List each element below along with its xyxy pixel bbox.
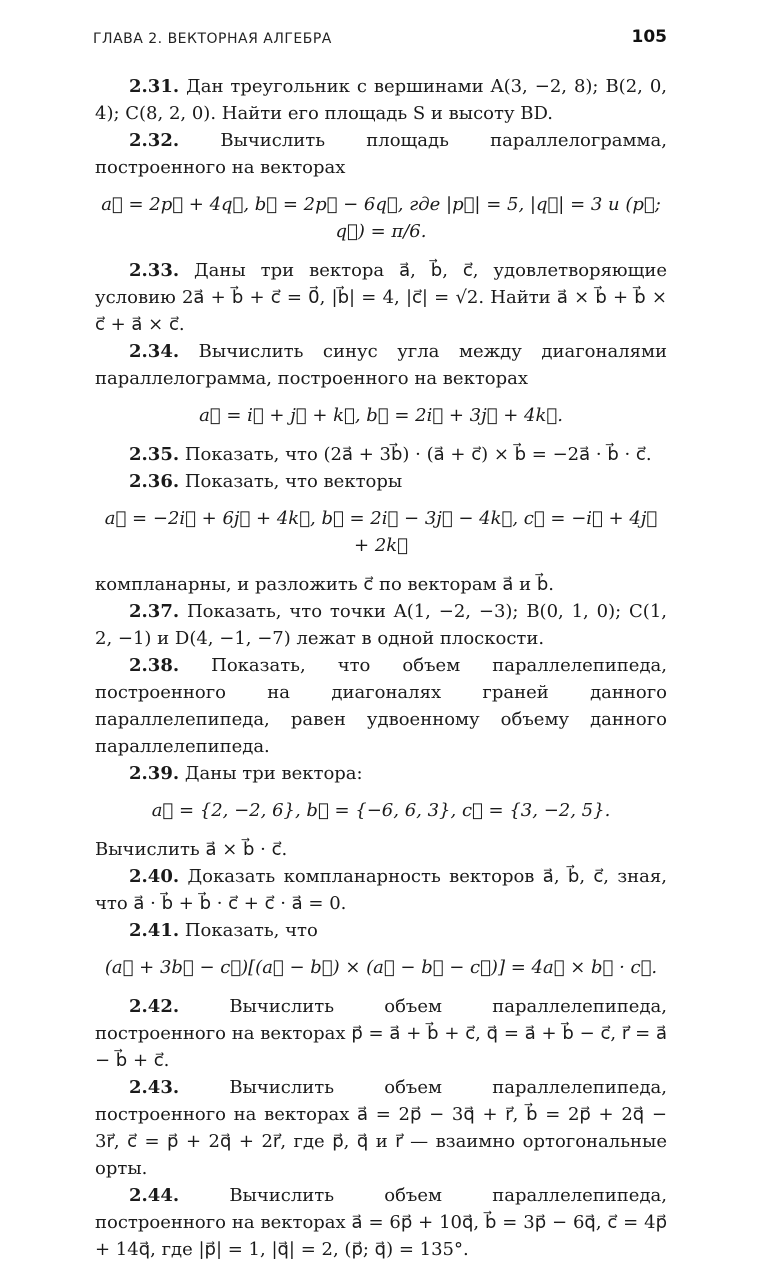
problem-text: Показать, что векторы xyxy=(184,471,403,492)
problem-number: 2.44. xyxy=(129,1185,180,1206)
problem-formula: (a⃗ + 3b⃗ − c⃗)[(a⃗ − b⃗) × (a⃗ − b⃗ − c⃗)] = 4a⃗ × b⃗ · c⃗. xyxy=(104,957,658,978)
problem-number: 2.36. xyxy=(129,471,180,492)
problem-number: 2.37. xyxy=(129,601,180,622)
problem-number: 2.42. xyxy=(129,996,180,1017)
problem-2-44 xyxy=(95,1182,667,1263)
problem-text: Доказать компланарность векторов a⃗, b⃗, c⃗, зная, что a⃗ · b⃗ + b⃗ · c⃗ + c⃗ · a⃗ = 0. xyxy=(95,866,667,914)
problem-text: Даны три вектора: xyxy=(184,763,363,784)
problem-text: Даны три вектора a⃗, b⃗, c⃗, удовлетворяющие условию 2a⃗ + b⃗ + c⃗ = 0⃗, |b⃗| = 4, |c⃗| = √2. Найти a⃗ × b⃗ + b⃗ × c⃗ + a⃗ × c⃗. xyxy=(95,260,667,335)
page-number: 105 xyxy=(631,27,667,47)
problem-2-34 xyxy=(95,338,667,392)
problem-2-35 xyxy=(95,441,667,468)
problem-tail: компланарны, и разложить c⃗ по векторам a⃗ и b⃗. xyxy=(95,574,554,595)
problem-2-32 xyxy=(95,127,667,181)
problem-2-41 xyxy=(95,917,667,944)
problem-text: Вычислить синус угла между диагоналями параллелограмма, построенного на векторах xyxy=(95,341,667,389)
problem-text: Вычислить объем параллелепипеда, построенного на векторах a⃗ = 2p⃗ − 3q⃗ + r⃗, b⃗ = 2p⃗ + 2q⃗ − 3r⃗, c⃗ = p⃗ + 2q⃗ + 2r⃗, где p⃗, q⃗ и r⃗ — взаимно ортогональные орты. xyxy=(95,1077,667,1179)
problem-text: Показать, что xyxy=(184,920,318,941)
problem-text: Дан треугольник с вершинами A(3, −2, 8); B(2, 0, 4); C(8, 2, 0). Найти его площадь S и высоту BD. xyxy=(95,76,667,124)
problem-number: 2.34. xyxy=(129,341,180,362)
problem-formula: a⃗ = i⃗ + j⃗ + k⃗, b⃗ = 2i⃗ + 3j⃗ + 4k⃗. xyxy=(199,405,563,426)
problem-number: 2.39. xyxy=(129,763,180,784)
problem-formula: a⃗ = 2p⃗ + 4q⃗, b⃗ = 2p⃗ − 6q⃗, где |p⃗| = 5, |q⃗| = 3 и (p⃗; q⃗) = π/6. xyxy=(101,194,661,242)
problem-text: Вычислить площадь параллелограмма, построенного на векторах xyxy=(95,130,667,178)
problem-formula: a⃗ = {2, −2, 6}, b⃗ = {−6, 6, 3}, c⃗ = {3, −2, 5}. xyxy=(151,800,611,821)
problem-tail: Вычислить a⃗ × b⃗ · c⃗. xyxy=(95,839,288,860)
problem-text: Показать, что (2a⃗ + 3b⃗) · (a⃗ + c⃗) × b⃗ = −2a⃗ · b⃗ · c⃗. xyxy=(184,444,652,465)
problem-number: 2.38. xyxy=(129,655,180,676)
problem-2-39 xyxy=(95,760,667,787)
problem-2-31 xyxy=(95,73,667,127)
problem-number: 2.43. xyxy=(129,1077,180,1098)
problem-number: 2.41. xyxy=(129,920,180,941)
problem-2-36 xyxy=(95,468,667,495)
problem-list xyxy=(95,73,667,1263)
problem-text: Показать, что точки A(1, −2, −3); B(0, 1, 0); C(1, 2, −1) и D(4, −1, −7) лежат в одной плоскости. xyxy=(95,601,667,649)
problem-2-40 xyxy=(95,863,667,917)
problem-number: 2.32. xyxy=(129,130,180,151)
problem-2-33 xyxy=(95,257,667,338)
problem-text: Показать, что объем параллелепипеда, построенного на диагоналях граней данного параллелепипеда, равен удвоенному объему данного параллелепипеда. xyxy=(95,655,667,757)
problem-text: Вычислить объем параллелепипеда, построенного на векторах p⃗ = a⃗ + b⃗ + c⃗, q⃗ = a⃗ + b⃗ − c⃗, r⃗ = a⃗ − b⃗ + c⃗. xyxy=(95,996,667,1071)
problem-formula: a⃗ = −2i⃗ + 6j⃗ + 4k⃗, b⃗ = 2i⃗ − 3j⃗ − 4k⃗, c⃗ = −i⃗ + 4j⃗ + 2k⃗ xyxy=(104,508,658,556)
chapter-title: ГЛАВА 2. ВЕКТОРНАЯ АЛГЕБРА xyxy=(93,31,332,47)
problem-number: 2.33. xyxy=(129,260,180,281)
problem-text: Вычислить объем параллелепипеда, построенного на векторах a⃗ = 6p⃗ + 10q⃗, b⃗ = 3p⃗ − 6q⃗, c⃗ = 4p⃗ + 14q⃗, где |p⃗| = 1, |q⃗| = 2, (p⃗; q⃗) = 135°. xyxy=(95,1185,667,1260)
problem-2-38 xyxy=(95,652,667,760)
problem-number: 2.31. xyxy=(129,76,180,97)
running-header xyxy=(93,27,667,51)
problem-number: 2.35. xyxy=(129,444,180,465)
problem-number: 2.40. xyxy=(129,866,180,887)
problem-2-43 xyxy=(95,1074,667,1182)
problem-2-42 xyxy=(95,993,667,1074)
problem-2-37 xyxy=(95,598,667,652)
